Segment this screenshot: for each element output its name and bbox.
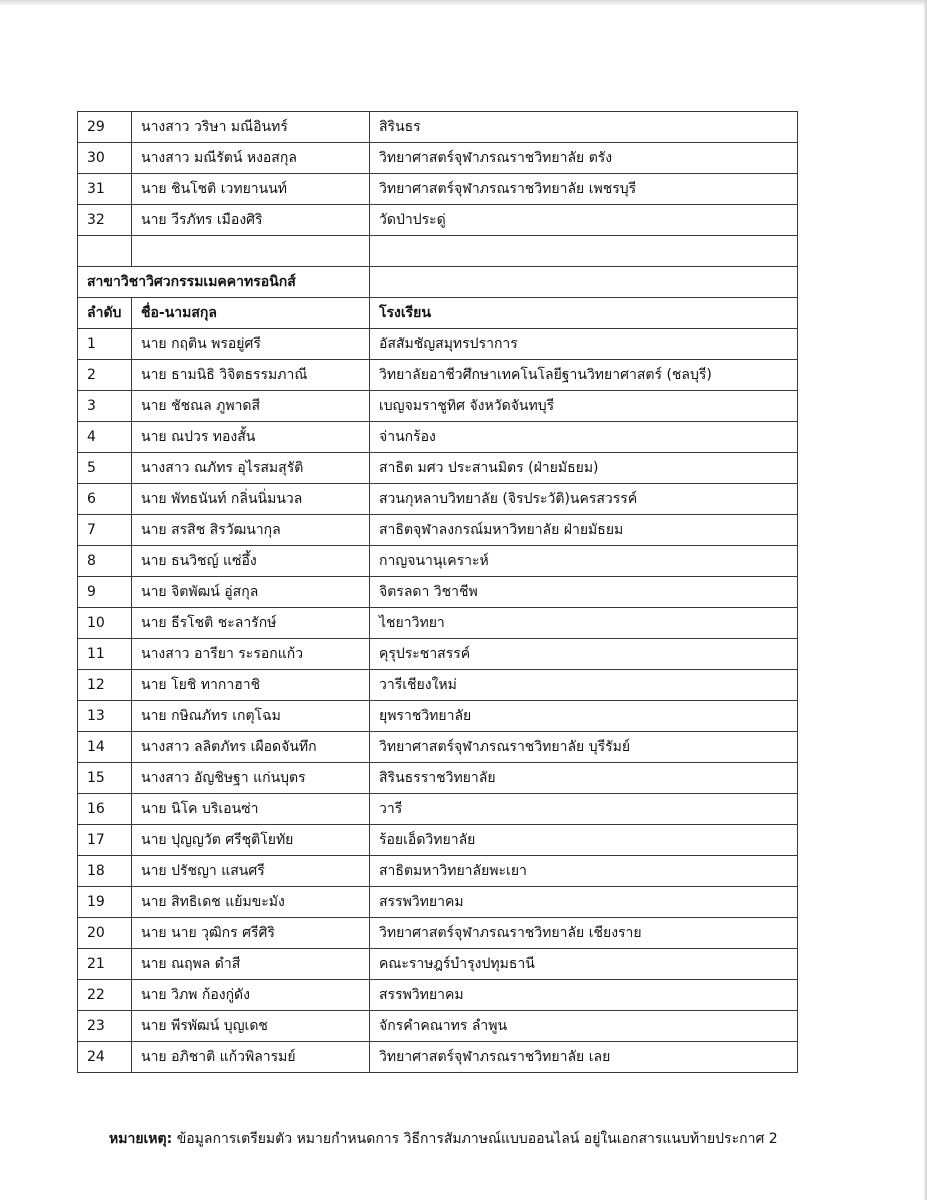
school-name: จิตรลดา วิชาชีพ	[370, 577, 798, 608]
candidate-name: นาย ณปวร ทองสั้น	[132, 422, 370, 453]
table-row	[78, 639, 798, 670]
school-name: วิทยาลัยอาชีวศึกษาเทคโนโลยีฐานวิทยาศาสตร์ (ชลบุรี)	[370, 360, 798, 391]
candidate-name: นาย ธนวิชญ์ แซ่อึ้ง	[132, 546, 370, 577]
candidate-name: นาย ธีรโชติ ชะลารักษ์	[132, 608, 370, 639]
candidate-name: นาย อภิชาติ แก้วพิลารมย์	[132, 1042, 370, 1073]
table-row	[78, 577, 798, 608]
candidate-table	[77, 111, 798, 1073]
table-row	[78, 887, 798, 918]
school-name: เบญจมราชูทิศ จังหวัดจันทบุรี	[370, 391, 798, 422]
table-row	[78, 856, 798, 887]
table-row	[78, 391, 798, 422]
candidate-name: นางสาว อารียา ระรอกแก้ว	[132, 639, 370, 670]
candidate-name: นาย ปรัชญา แสนศรี	[132, 856, 370, 887]
school-name: ร้อยเอ็ดวิทยาลัย	[370, 825, 798, 856]
candidate-name: นาย สิทธิเดช แย้มขะมัง	[132, 887, 370, 918]
row-number: 17	[78, 825, 132, 856]
footnote-text: ข้อมูลการเตรียมตัว หมายกำหนดการ วิธีการสัมภาษณ์แบบออนไลน์ อยู่ในเอกสารแนบท้ายประกาศ 2	[176, 1131, 778, 1147]
school-name: วิทยาศาสตร์จุฬาภรณราชวิทยาลัย เชียงราย	[370, 918, 798, 949]
school-name: จ่านกร้อง	[370, 422, 798, 453]
school-name: คุรุประชาสรรค์	[370, 639, 798, 670]
candidate-name: นาย ชินโชติ เวทยานนท์	[132, 174, 370, 205]
row-number: 21	[78, 949, 132, 980]
school-name: วารี	[370, 794, 798, 825]
row-number: 9	[78, 577, 132, 608]
row-number: 13	[78, 701, 132, 732]
row-number: 6	[78, 484, 132, 515]
school-name: วิทยาศาสตร์จุฬาภรณราชวิทยาลัย เพชรบุรี	[370, 174, 798, 205]
school-name: วิทยาศาสตร์จุฬาภรณราชวิทยาลัย เลย	[370, 1042, 798, 1073]
row-number: 1	[78, 329, 132, 360]
table-row	[78, 949, 798, 980]
candidate-name: นางสาว ณภัทร อุไรสมสุรัติ	[132, 453, 370, 484]
row-number: 14	[78, 732, 132, 763]
row-number: 22	[78, 980, 132, 1011]
table-row	[78, 515, 798, 546]
row-number: 32	[78, 205, 132, 236]
school-name: สวนกุหลาบวิทยาลัย (จิรประวัติ)นครสวรรค์	[370, 484, 798, 515]
scan-edge-top	[0, 0, 927, 6]
row-number: 12	[78, 670, 132, 701]
row-number: 31	[78, 174, 132, 205]
row-number: 18	[78, 856, 132, 887]
row-number: 3	[78, 391, 132, 422]
table-row	[78, 174, 798, 205]
school-name: จักรคำคณาทร ลำพูน	[370, 1011, 798, 1042]
table-row	[78, 608, 798, 639]
section-title: สาขาวิชาวิศวกรรมเมคคาทรอนิกส์	[78, 267, 370, 298]
school-name: สิรินธร	[370, 112, 798, 143]
candidate-name: นาย ชัชณล ภูพาดสี	[132, 391, 370, 422]
school-name: สรรพวิทยาคม	[370, 887, 798, 918]
section-title-row	[78, 267, 798, 298]
row-number: 24	[78, 1042, 132, 1073]
candidate-name: นาย กฤติน พรอยู่ศรี	[132, 329, 370, 360]
table-row	[78, 670, 798, 701]
candidate-name: นาย จิตพัฒน์ อู่สกุล	[132, 577, 370, 608]
empty-cell	[132, 236, 370, 267]
row-number: 30	[78, 143, 132, 174]
table-row	[78, 701, 798, 732]
candidate-name: นางสาว ลลิตภัทร เผือดจันทึก	[132, 732, 370, 763]
row-number: 8	[78, 546, 132, 577]
candidate-name: นางสาว อัญชิษฐา แก่นบุตร	[132, 763, 370, 794]
header-number: ลำดับ	[78, 298, 132, 329]
candidate-name: นาย ปุญญวัต ศรีชุติโยทัย	[132, 825, 370, 856]
table-row	[78, 825, 798, 856]
table-row	[78, 794, 798, 825]
empty-cell	[370, 267, 798, 298]
table-row	[78, 329, 798, 360]
candidate-name: นางสาว วริษา มณีอินทร์	[132, 112, 370, 143]
school-name: วารีเชียงใหม่	[370, 670, 798, 701]
table-row	[78, 360, 798, 391]
row-number: 20	[78, 918, 132, 949]
empty-cell	[370, 236, 798, 267]
header-name: ชื่อ-นามสกุล	[132, 298, 370, 329]
row-number: 11	[78, 639, 132, 670]
school-name: วิทยาศาสตร์จุฬาภรณราชวิทยาลัย บุรีรัมย์	[370, 732, 798, 763]
header-school: โรงเรียน	[370, 298, 798, 329]
school-name: สาธิตมหาวิทยาลัยพะเยา	[370, 856, 798, 887]
header-row	[78, 298, 798, 329]
row-number: 23	[78, 1011, 132, 1042]
footnote-label: หมายเหตุ:	[109, 1131, 173, 1147]
table-row	[78, 143, 798, 174]
table-row	[78, 763, 798, 794]
school-name: วัดป่าประดู่	[370, 205, 798, 236]
school-name: ยุพราชวิทยาลัย	[370, 701, 798, 732]
candidate-name: นาย โยชิ ทากาฮาชิ	[132, 670, 370, 701]
school-name: คณะราษฎร์บำรุงปทุมธานี	[370, 949, 798, 980]
candidate-name: นาย นาย วุฒิกร ศรีศิริ	[132, 918, 370, 949]
table-row	[78, 205, 798, 236]
scan-edge-right	[923, 0, 927, 1200]
table-row	[78, 980, 798, 1011]
row-number: 5	[78, 453, 132, 484]
candidate-name: นาย ณฤพล ดำสี	[132, 949, 370, 980]
table-row	[78, 453, 798, 484]
row-number: 7	[78, 515, 132, 546]
table-row	[78, 1042, 798, 1073]
table-row	[78, 732, 798, 763]
row-number: 10	[78, 608, 132, 639]
candidate-name: นาย พัทธนันท์ กลิ่นนิ่มนวล	[132, 484, 370, 515]
school-name: ไชยาวิทยา	[370, 608, 798, 639]
table-row	[78, 112, 798, 143]
table-row	[78, 918, 798, 949]
row-number: 16	[78, 794, 132, 825]
candidate-name: นางสาว มณีรัตน์ หงอสกุล	[132, 143, 370, 174]
empty-row	[78, 236, 798, 267]
table-row	[78, 484, 798, 515]
school-name: อัสสัมชัญสมุทรปราการ	[370, 329, 798, 360]
candidate-name: นาย วีรภัทร เมืองศิริ	[132, 205, 370, 236]
school-name: วิทยาศาสตร์จุฬาภรณราชวิทยาลัย ตรัง	[370, 143, 798, 174]
row-number: 19	[78, 887, 132, 918]
school-name: สาธิต มศว ประสานมิตร (ฝ่ายมัธยม)	[370, 453, 798, 484]
empty-cell	[78, 236, 132, 267]
school-name: สาธิตจุฬาลงกรณ์มหาวิทยาลัย ฝ่ายมัธยม	[370, 515, 798, 546]
table-row	[78, 422, 798, 453]
candidate-name: นาย ธามนิธิ วิจิตธรรมภาณี	[132, 360, 370, 391]
table-row	[78, 546, 798, 577]
school-name: สิรินธรราชวิทยาลัย	[370, 763, 798, 794]
candidate-name: นาย นิโค บริเอนซ่า	[132, 794, 370, 825]
candidate-name: นาย วิภพ ก้องกู่ดัง	[132, 980, 370, 1011]
table-row	[78, 1011, 798, 1042]
candidate-name: นาย สรสิช สิรวัฒนากุล	[132, 515, 370, 546]
school-name: สรรพวิทยาคม	[370, 980, 798, 1011]
school-name: กาญจนานุเคราะห์	[370, 546, 798, 577]
row-number: 4	[78, 422, 132, 453]
candidate-name: นาย กษิณภัทร เกตุโฉม	[132, 701, 370, 732]
candidate-table-body	[78, 112, 798, 1073]
row-number: 29	[78, 112, 132, 143]
row-number: 2	[78, 360, 132, 391]
candidate-name: นาย พีรพัฒน์ บุญเดช	[132, 1011, 370, 1042]
footnote	[109, 1128, 778, 1150]
row-number: 15	[78, 763, 132, 794]
